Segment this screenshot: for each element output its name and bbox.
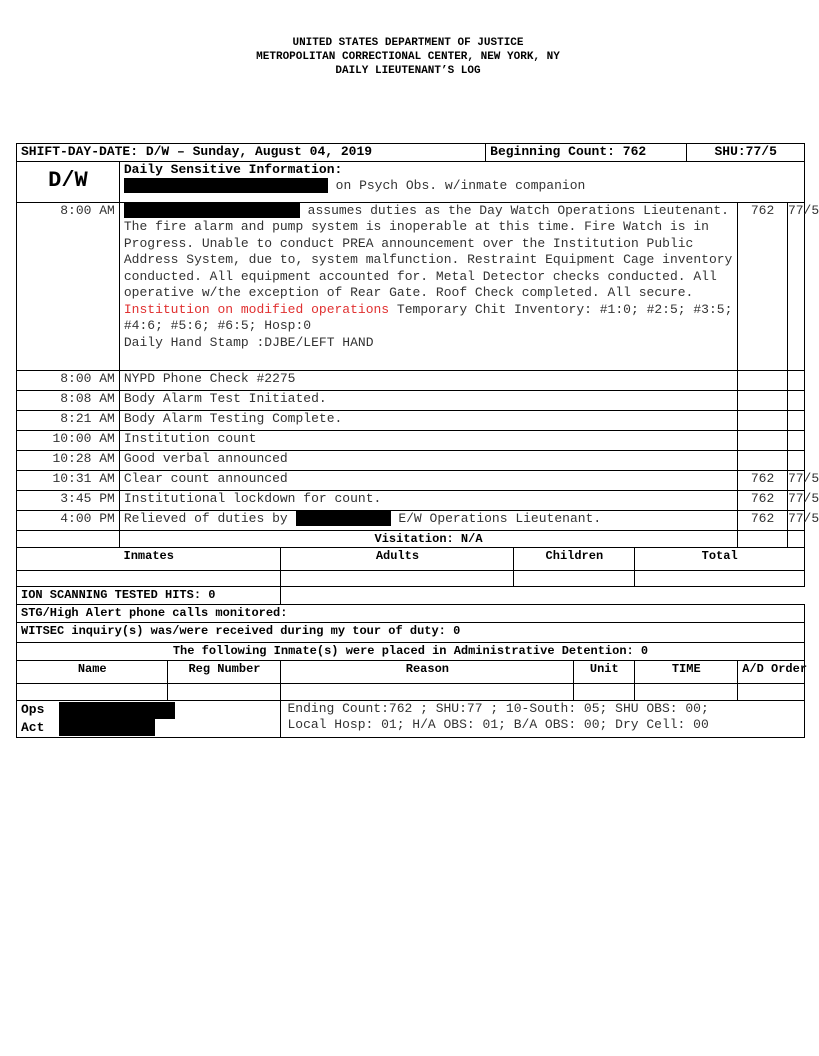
ad-header-time: TIME xyxy=(635,660,738,683)
sensitive-info-text: on Psych Obs. w/inmate companion xyxy=(335,178,586,193)
entry-text: NYPD Phone Check #2275 xyxy=(119,370,737,390)
entry-shu: 77/5 xyxy=(787,202,804,370)
entry-text: Institution count xyxy=(119,430,737,450)
ad-header-reason: Reason xyxy=(281,660,574,683)
entry-shu: 77/5 xyxy=(787,470,804,490)
entry-count xyxy=(738,390,788,410)
visitation-cell xyxy=(17,571,281,587)
shift-day-date: SHIFT-DAY-DATE: D/W – Sunday, August 04, 2019 xyxy=(17,144,486,162)
ad-cell xyxy=(281,683,574,700)
entry-count xyxy=(738,370,788,390)
ad-cell xyxy=(574,683,635,700)
watch-label: D/W xyxy=(17,161,120,202)
header-line-2: METROPOLITAN CORRECTIONAL CENTER, NEW YORK, NY xyxy=(256,51,560,63)
entry-text: Institutional lockdown for count. xyxy=(119,490,737,510)
entry-shu: 77/5 xyxy=(787,490,804,510)
relieved-post: E/W Operations Lieutenant. xyxy=(398,510,602,526)
entry-time: 8:08 AM xyxy=(17,390,120,410)
entry-time: 4:00 PM xyxy=(17,510,120,530)
entry-count: 762 xyxy=(738,490,788,510)
entry-shu xyxy=(787,370,804,390)
visitation-header-total: Total xyxy=(635,548,805,571)
entry-shu: 77/5 xyxy=(787,510,804,530)
entry-count xyxy=(738,450,788,470)
redaction-bar xyxy=(296,511,391,526)
entry-time: 10:31 AM xyxy=(17,470,120,490)
visitation-header-children: Children xyxy=(514,548,635,571)
relieved-entry xyxy=(119,510,737,530)
entry-shu xyxy=(787,430,804,450)
witsec-inquiry: WITSEC inquiry(s) was/were received during my tour of duty: 0 xyxy=(17,622,805,642)
main-entry-text xyxy=(119,202,737,370)
ending-count-line-1: Ending Count:762 ; SHU:77 ; 10-South: 05; SHU OBS: 00; xyxy=(287,700,709,716)
ad-header-order: A/D Order xyxy=(738,660,805,683)
redaction-bar xyxy=(124,203,300,218)
ad-title: The following Inmate(s) were placed in Administrative Detention: 0 xyxy=(17,642,805,660)
redaction-bar xyxy=(124,178,328,193)
main-entry-tail: Temporary Chit Inventory: #1:0; #2:5; #3:5; #4:6; #5:6; #6:5; Hosp:0 xyxy=(123,301,733,333)
main-entry-body: Lieutenant. The fire alarm and pump system is inoperable at this time. Fire Watch is in Progress. Unable to conduct PREA announcement over the Institution Public Address System, due to, system malfunction. Restraint Equipment Cage inventory conducted. All equipment accounted for. Metal Detector checks conducted. All operative w/the exception of Rear Gate. Roof Check completed. All secure. xyxy=(123,202,733,300)
ops-label: Ops xyxy=(21,702,45,718)
ops-redaction xyxy=(59,702,175,719)
entry-count: 762 xyxy=(738,470,788,490)
entry-time: 3:45 PM xyxy=(17,490,120,510)
ion-scanning: ION SCANNING TESTED HITS: 0 xyxy=(17,587,281,605)
visitation-title: Visitation: N/A xyxy=(119,530,737,548)
entry-count: 762 xyxy=(738,202,788,370)
entry-time: 8:21 AM xyxy=(17,410,120,430)
act-label: Act xyxy=(21,719,45,735)
visitation-cell xyxy=(635,571,805,587)
ad-cell xyxy=(168,683,281,700)
ending-count-line-2: Local Hosp: 01; H/A OBS: 01; B/A OBS: 00; Dry Cell: 00 xyxy=(287,717,709,732)
shu-count: SHU:77/5 xyxy=(687,144,805,162)
entry-time: 10:28 AM xyxy=(17,450,120,470)
signature-block xyxy=(17,700,281,737)
entry-text: Body Alarm Testing Complete. xyxy=(119,410,737,430)
entry-count xyxy=(738,410,788,430)
log-header xyxy=(0,36,816,78)
relieved-pre: Relieved of duties by xyxy=(123,510,288,526)
entry-time: 8:00 AM xyxy=(17,370,120,390)
act-redaction xyxy=(59,719,155,736)
entry-shu xyxy=(787,450,804,470)
entry-text: Clear count announced xyxy=(119,470,737,490)
header-line-1: UNITED STATES DEPARTMENT OF JUSTICE xyxy=(292,37,524,49)
ad-header-unit: Unit xyxy=(574,660,635,683)
ad-cell xyxy=(17,683,168,700)
ad-header-name: Name xyxy=(17,660,168,683)
sensitive-info xyxy=(119,161,804,202)
entry-count: 762 xyxy=(738,510,788,530)
entry-text: Body Alarm Test Initiated. xyxy=(119,390,737,410)
entry-time: 10:00 AM xyxy=(17,430,120,450)
entry-text: Good verbal announced xyxy=(119,450,737,470)
ad-cell xyxy=(635,683,738,700)
daily-log-table xyxy=(16,143,819,738)
visitation-header-adults: Adults xyxy=(281,548,514,571)
entry-shu xyxy=(787,410,804,430)
hand-stamp: Daily Hand Stamp :DJBE/LEFT HAND xyxy=(123,334,374,350)
modified-operations-notice: Institution on modified operations xyxy=(123,301,390,317)
visitation-cell xyxy=(514,571,635,587)
entry-shu xyxy=(787,390,804,410)
visitation-cell xyxy=(281,571,514,587)
entry-count xyxy=(738,430,788,450)
beginning-count: Beginning Count: 762 xyxy=(486,144,687,162)
stg-calls: STG/High Alert phone calls monitored: xyxy=(17,604,805,622)
sensitive-info-label: Daily Sensitive Information: xyxy=(123,161,343,177)
visitation-header-inmates: Inmates xyxy=(17,548,281,571)
entry-time: 8:00 AM xyxy=(17,202,120,370)
ad-header-reg: Reg Number xyxy=(168,660,281,683)
main-entry-lead: assumes duties as the Day Watch Operations xyxy=(307,202,636,218)
header-line-3: DAILY LIEUTENANT’S LOG xyxy=(335,65,481,77)
ending-count xyxy=(281,700,805,737)
ad-cell xyxy=(738,683,805,700)
